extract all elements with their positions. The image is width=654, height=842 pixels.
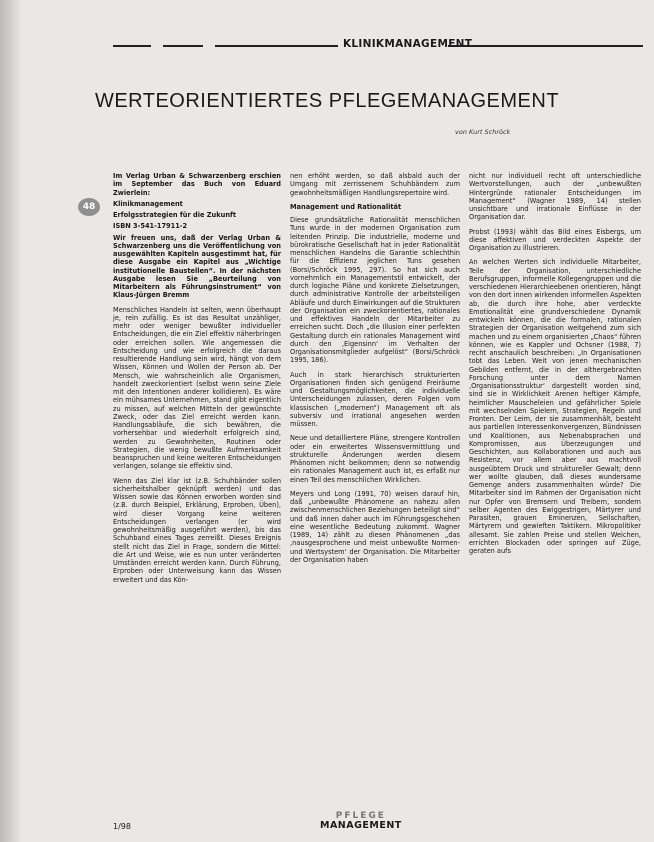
body-paragraph: An welchen Werten sich individuelle Mitarbeiter, Teile der Organisation, unterschiedliche Berufsgruppen, informelle Kollegengruppen und die verschiedenen Hierarchieebenen orientieren, hängt von den dort innen wirkenden informellen Aspekten ab, die durch ihre hohe, aber verdeckte Emotionalität eine grundverschiedene Dynamik entwickeln können, die die formalen, rationalen Strategien der Organisation weitgehend zum sich machen und zu einem organisierten „Chaos“ führen können, wie es Kappler und Ochsner (1988, 7) recht anschaulich beschreiben: „In Organisationen tobt das Leben. Weit von jenen mechanischen Gebilden entfernt, die in der althergebrachten Forschung unter dem Namen ‚Organisationsstruktur‘ dargestellt worden sind, sind sie in Wirklichkeit Arenen heftiger Kämpfe, heimlicher Mauscheleien und gefährlicher Spiele mit wechselnden Spielern, Strategien, Regeln und Fronten. Der Leim, der sie zusammenhält, besteht aus partiellen Interessenkonvergenzen, Bündnissen und Koalitionen, aus Nebenabsprachen und Kompromissen, aus Überzeugungen und Geschichten, aus Kollaborationen und auch aus Resistenz, vor allem aber aus machtvoll ausgeübtem Druck und struktureller Gewalt; denn wer wollte glauben, daß dieses wundersame Gemenge anders zusammenhalten würde? Die Mitarbeiter sind im Rahmen der Organisation nicht nur Opfer von Bremsern und Treibern, sondern selber Agenten des Ewiggestrigen, Märtyrer und Parasiten, grauen Eminenzen, Seilschaften, Märtyrern und gewieften Taktikern. Mikropolitiker allesamt. Sie zahlen Preise und stellen Weichen, errichten Blockaden oder springen auf Züge, geraten aufs	[469, 258, 641, 555]
page-edge-shadow	[0, 0, 22, 842]
body-paragraph: nicht nur individuell recht oft unterschiedliche Wertvorstellungen, auch der „unbewußten Hintergründe rationaler Entscheidungen im Management“ (Wagner 1989, 14) stellen unsichtbare und irrationale Einflüsse in der Organisation dar.	[469, 172, 641, 222]
subheading: Management und Rationalität	[290, 202, 402, 211]
book-isbn: ISBN 3-541-17911-2	[113, 222, 188, 231]
article-title: WERTEORIENTIERTES PFLEGEMANAGEMENT	[94, 90, 560, 112]
publisher-announcement: Wir freuen uns, daß der Verlag Urban & Schwarzenberg uns die Veröffentlichung von ausgewählten Kapiteln ausgestimmt hat, für diese Ausgabe ein Kapitel aus „Wichtige institutionelle Baustellen“. In der nächsten Ausgabe lesen Sie „Beurteilung von Mitarbeitern als Führungsinstrument“ von Klaus-Jürgen Bremm	[113, 233, 281, 300]
body-paragraph: Wenn das Ziel klar ist (z.B. Schuhbänder sollen sicherheitshalber geknüpft werden) und das Wissen sowie das Können erworben worden sind (z.B. durch Beispiel, Erklärung, Erproben, Üben), wird dieser Vorgang keine weiteren Entscheidungen verlangen (er wird gewohnheitsmäßig ausgeführt werden), bis das Schuhband eines Tages zerreißt. Dieses Ereignis stellt nicht das Ziel in Frage, sondern die Mittel: die Art und Weise, wie es nun unter veränderten Umständen erreicht werden kann. Durch Führung, Erproben oder Unterweisung kann das Wissen erweitert und das Kön-	[113, 476, 281, 584]
section-heading: KLINIKMANAGEMENT	[343, 38, 473, 50]
column-1	[113, 172, 281, 590]
article-byline: von Kurt Schröck	[455, 128, 511, 136]
body-paragraph: Menschliches Handeln ist selten, wenn überhaupt je, rein zufällig. Es ist das Resultat unzähliger, mehr oder weniger bewußter individueller Entscheidungen, die ein Ziel effektiv näherbringen oder erreichen sollen. Wie angemessen die Entscheidung und wie erfolgreich die daraus resultierende Handlung sein wird, hängt von dem Wissen, Können und Wollen der Person ab. Der Mensch, wie wahrscheinlich alle Organismen, handelt zweckorientiert (selbst wenn seine Ziele mit den Intentionen anderer kollidieren). Es wäre ein mühsames Unternehmen, stand gibt eigentlich zu missen, auf welchen Mitteln der gewünschte Zweck, oder das Ziel erreicht werden kann. Handlungsabläufe, die sich bewähren, die vorhersehbar und wiederholt erfolgreich sind, werden zu Gewohnheiten, Routinen oder Strategien, die wenig bewußte Aufmerksamkeit beanspruchen und keine weiteren Entscheidungen verlangen, solange sie effektiv sind.	[113, 305, 281, 471]
page-number-tab: 48	[78, 198, 100, 216]
body-paragraph: Auch in stark hierarchisch strukturierten Organisationen finden sich genügend Freiräume und Gestaltungsmöglichkeiten, die individuelle Unterscheidungen zulassen, deren Folgen vom klassischen („modernen“) Management oft als subversiv und irrational angesehen werden müssen.	[290, 370, 460, 428]
header-rule-right	[448, 45, 643, 47]
header-rule-main	[215, 45, 338, 47]
body-paragraph: nen erhöht werden, so daß alsbald auch der Umgang mit zerrissenem Schuhbändern zum gewohnheitsmäßigen Handlungsrepertoire wird.	[290, 172, 460, 197]
book-title: Klinikmanagement	[113, 199, 183, 208]
book-intro: Im Verlag Urban & Schwarzenberg erschien im September das Buch von Eduard Zwierlein:	[113, 172, 281, 197]
logo-line-management: MANAGEMENT	[320, 820, 402, 831]
book-info	[113, 172, 281, 231]
issue-number: 1/98	[113, 822, 131, 831]
logo-line-pflege: PFLEGE	[335, 811, 386, 821]
magazine-logo	[320, 812, 402, 830]
body-paragraph: Diese grundsätzliche Rationalität menschlichen Tuns wurde in der modernen Organisation zum leitenden Prinzip. Die industrielle, moderne und bürokratische Gesellschaft hat in jeder Rationalität menschlichen Handelns die Garantie schlechthin für die Effizienz jeglichen Tuns gesehen (Borsi/Schröck 1995, 297). So hat sich auch vornehmlich ein Managementstil entwickelt, der durch logische Pläne und konkrete Zielsetzungen, durch administrative Kontrolle der arbeitsteiligen Abläufe und durch Einwirkungen auf die Strukturen der Organisation ein zweckorientiertes, rationales und effektives Handeln der Mitarbeiter zu erreichen sucht. Doch „die Illusion einer perfekten Gestaltung durch ein rationales Management wird durch den ‚Eigensinn‘ im Verhalten der Organisationsmitglieder aufgelöst“ (Borsi/Schröck 1995, 186).	[290, 216, 460, 365]
header-rule-short	[113, 45, 151, 47]
body-paragraph: Neue und detailliertere Pläne, strengere Kontrollen oder ein erweitertes Wissensvermittlung und strukturelle Änderungen werden diesem Phänomen nicht beikommen; denn so notwendig ein rationales Management auch ist, es erfaßt nur einen Teil des menschlichen Wirklichen.	[290, 434, 460, 484]
column-3	[469, 172, 641, 561]
body-paragraph: Probst (1993) wählt das Bild eines Eisbergs, um diese affektiven und verdeckten Aspekte der Organisation zu illustrieren.	[469, 227, 641, 252]
book-subtitle: Erfolgsstrategien für die Zukunft	[113, 211, 237, 219]
column-2	[290, 172, 460, 570]
body-paragraph: Meyers und Long (1991, 70) weisen darauf hin, daß „unbewußte Phänomene an nahezu allen zwischenmenschlichen Beziehungen beteiligt sind“ und daß innen daher auch im Führungsgeschehen eine wesentliche Bedeutung zukommt. Wagner (1989, 14) zählt zu diesen Phänomenen „das ‚nausgesprochene und meist unbewußte Normen- und Wertsystem‘ der Organisation. Die Mitarbeiter der Organisation haben	[290, 489, 460, 564]
header-rule-mid	[163, 45, 203, 47]
